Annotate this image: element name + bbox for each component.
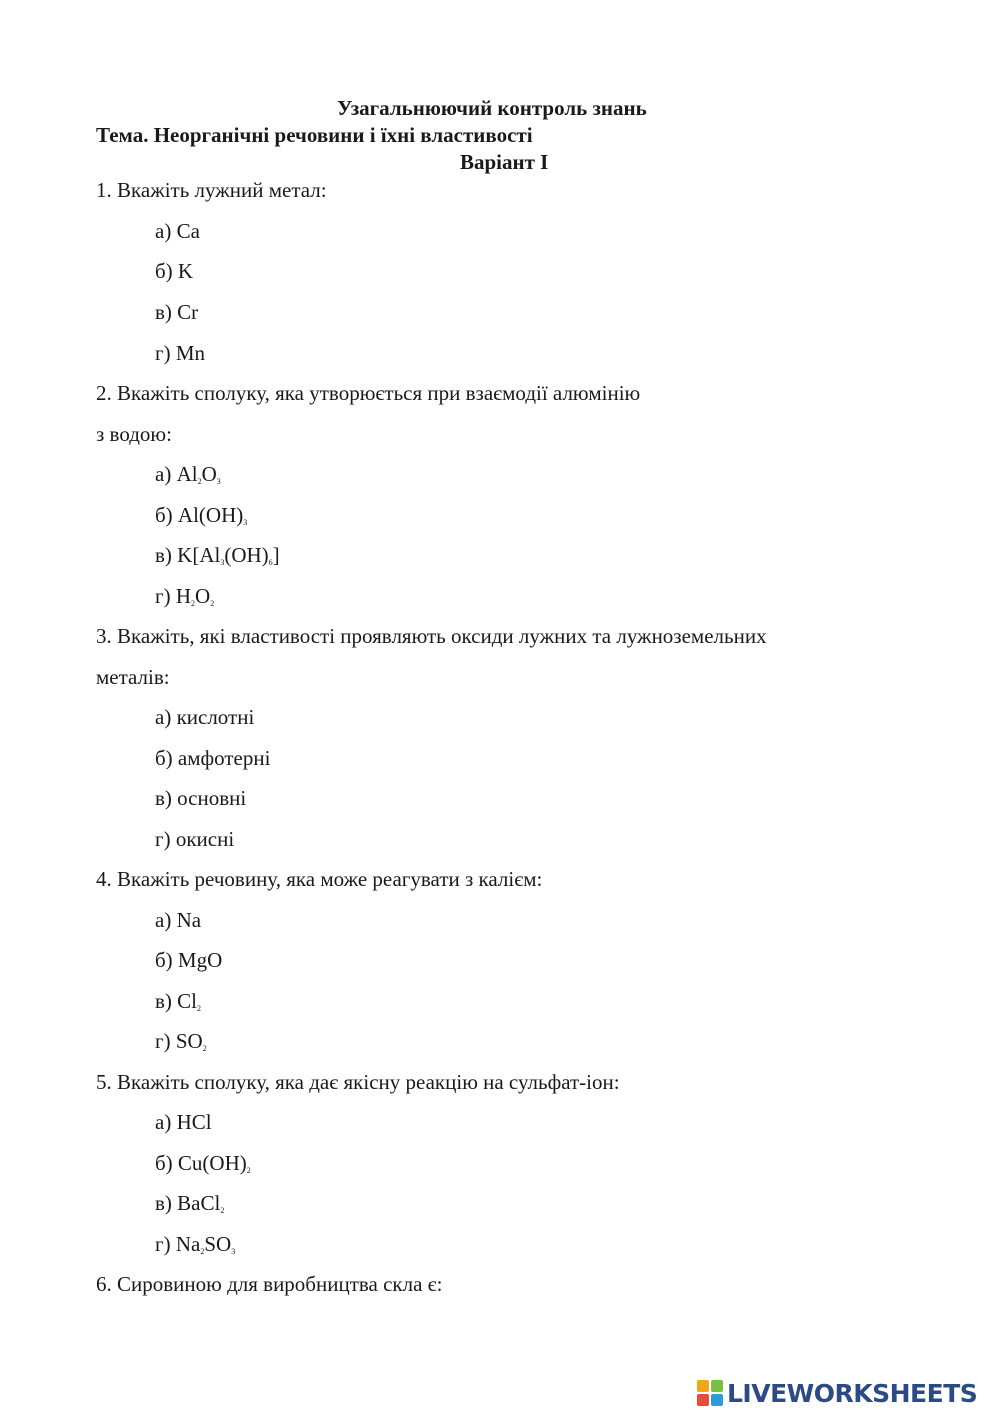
worksheet-title: Узагальнюючий контроль знань (337, 96, 647, 120)
formula-part: а) HCl (155, 1110, 212, 1134)
formula-subscript: 3 (243, 518, 248, 527)
question-5-text: 5. Вкажіть сполуку, яка дає якісну реакцію на сульфат-іон: (96, 1070, 620, 1094)
formula-part: б) MgO (155, 948, 223, 972)
question-3-option-a[interactable]: а) кислотні (155, 705, 255, 729)
liveworksheets-logo (697, 1377, 977, 1409)
logo-tile (711, 1380, 723, 1392)
question-1-option-c[interactable]: в) Cr (155, 300, 199, 324)
formula-subscript: 3 (231, 1247, 236, 1256)
question-4-option-d[interactable] (155, 1029, 207, 1053)
question-2-text-continued: з водою: (96, 422, 172, 446)
formula-subscript: 2 (191, 599, 196, 608)
question-1-option-a[interactable]: а) Ca (155, 219, 200, 243)
formula-subscript: 2 (246, 1166, 251, 1175)
question-1-option-d[interactable]: г) Mn (155, 341, 206, 365)
formula-part: г) Na (155, 1232, 201, 1256)
worksheet-topic: Тема. Неорганічні речовини і їхні властивості (96, 123, 533, 147)
logo-tile (697, 1380, 709, 1392)
formula-part: а) Al (155, 462, 198, 486)
formula-subscript: 2 (220, 1206, 225, 1215)
formula-subscript: 2 (197, 1004, 201, 1013)
question-2-option-a[interactable] (155, 462, 221, 486)
formula-part: (OH) (224, 543, 269, 567)
question-2-option-b[interactable] (155, 503, 247, 527)
question-1-text: 1. Вкажіть лужний метал: (96, 178, 327, 202)
formula-subscript: 2 (200, 1247, 205, 1256)
question-2-text: 2. Вкажіть сполуку, яка утворюється при взаємодії алюмінію (96, 381, 641, 405)
formula-part: б) Cu(OH) (155, 1151, 247, 1175)
formula-subscript: 2 (202, 1044, 207, 1053)
formula-part: г) H (155, 584, 192, 608)
question-3-option-d[interactable]: г) окисні (155, 827, 235, 851)
formula-part: а) Na (155, 908, 202, 932)
question-4-option-c[interactable] (155, 989, 201, 1013)
formula-part: ] (272, 543, 280, 567)
formula-part: SO (204, 1232, 232, 1256)
question-2-option-c[interactable] (155, 543, 280, 567)
worksheet-variant: Варіант I (460, 150, 549, 174)
formula-part: в) K[Al (155, 543, 221, 567)
formula-subscript: 6 (268, 558, 273, 567)
question-1-option-b[interactable]: б) K (155, 259, 194, 283)
formula-part: б) Al(OH) (155, 503, 244, 527)
question-3-text: 3. Вкажіть, які властивості проявляють оксиди лужних та лужноземельних (96, 624, 767, 648)
logo-tile (697, 1394, 709, 1406)
formula-subscript: 2 (197, 477, 202, 486)
question-4-option-b[interactable] (155, 948, 222, 972)
question-5-option-d[interactable] (155, 1232, 235, 1256)
question-4-option-a[interactable] (155, 908, 201, 932)
question-3-text-continued: металів: (96, 665, 170, 689)
question-3-option-c[interactable]: в) основні (155, 786, 247, 810)
question-6-text: 6. Сировиною для виробництва скла є: (96, 1272, 443, 1296)
formula-part: г) SO (155, 1029, 203, 1053)
formula-part: O (195, 584, 211, 608)
formula-subscript: 3 (216, 477, 221, 486)
formula-part: в) BaCl (155, 1191, 221, 1215)
liveworksheets-logo-text: LIVEWORKSHEETS (727, 1378, 978, 1408)
formula-part: в) Cl (155, 989, 197, 1013)
formula-part: O (201, 462, 217, 486)
logo-tile (711, 1394, 723, 1406)
question-5-option-c[interactable] (155, 1191, 224, 1215)
question-2-option-d[interactable] (155, 584, 214, 608)
formula-subscript: 3 (220, 558, 225, 567)
question-3-option-b[interactable]: б) амфотерні (155, 746, 271, 770)
question-5-option-a[interactable] (155, 1110, 212, 1134)
formula-subscript: 2 (210, 599, 215, 608)
question-4-text: 4. Вкажіть речовину, яка може реагувати з калієм: (96, 867, 543, 891)
liveworksheets-mark-icon (697, 1380, 723, 1406)
question-5-option-b[interactable] (155, 1151, 251, 1175)
